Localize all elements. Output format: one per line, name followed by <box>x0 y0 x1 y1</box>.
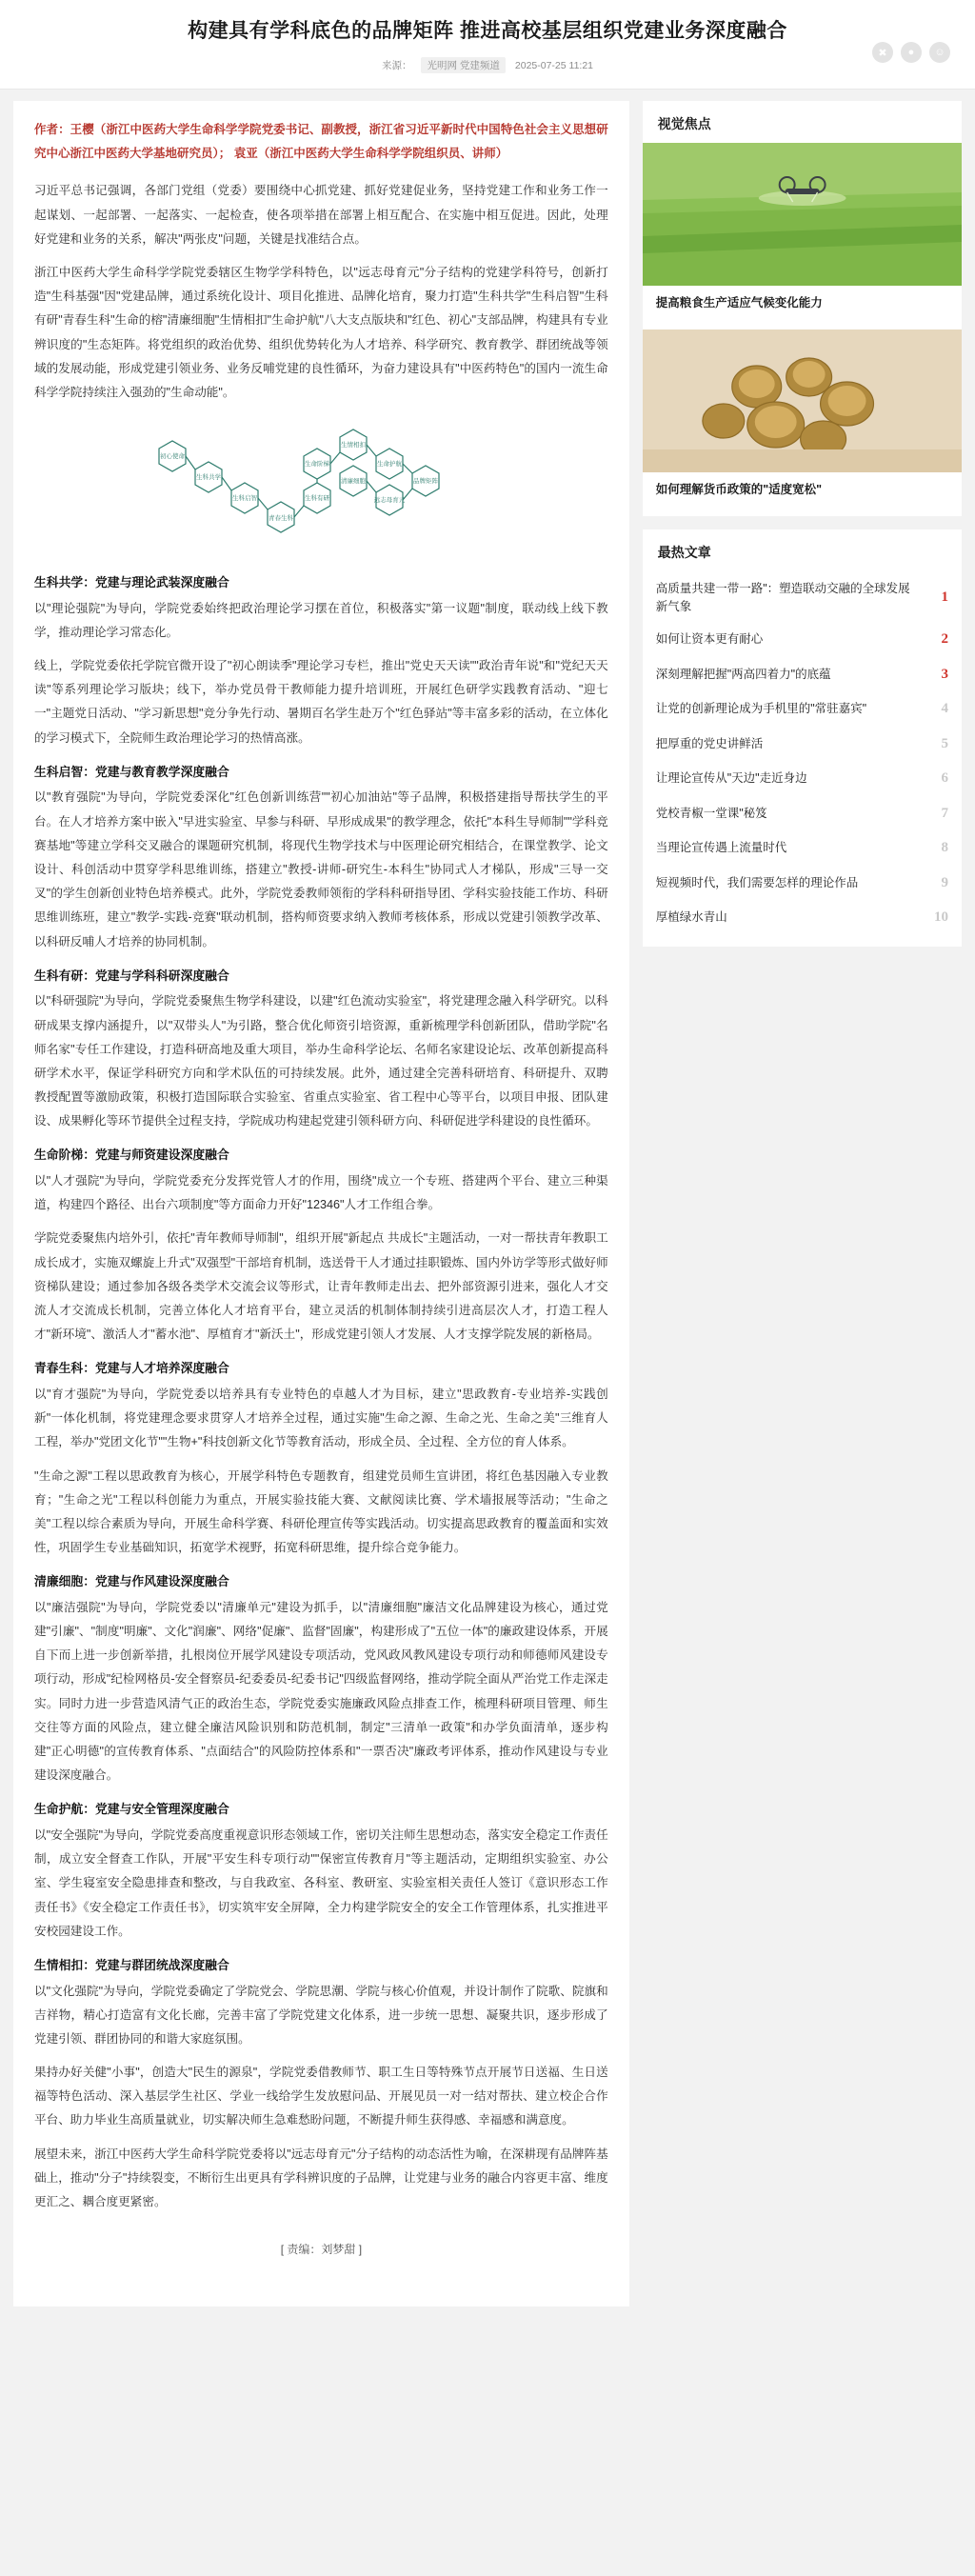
sidebar <box>643 101 962 2306</box>
article-paragraph: 习近平总书记强调，各部门党组（党委）要围绕中心抓党建、抓好党建促业务，坚持党建工作和业务工作一起谋划、一起部署、一起落实、一起检查，使各项举措在部署上相互配合、在实施中相互促进。因此，处理好党建和业务的关系，解决"两张皮"问题，关键是找准结合点。 <box>34 184 608 246</box>
figure-node-label: 初心使命 <box>160 452 186 461</box>
hot-articles-title: 最热文章 <box>657 544 711 560</box>
section-paragraph: 以"安全强院"为导向，学院党委高度重视意识形态领域工作，密切关注师生思想动态，落实安全稳定工作责任制，成立安全督查工作队，开展"平安生科专项行动""保密宣传教育月"等主题活动，定期组织实验室、办公室、学生寝室安全隐患排查和整改，与自我政室、各科室、教研室、实验室相关责任人签订《意识形态工作责任书》《安全稳定工作责任书》，切实筑牢安全屏障，全力构建学院安全的安全工作管理体系，扎实推进平安校园建设工作。 <box>34 1827 608 1938</box>
hot-article-text: 让理论宣传从"天边"走近身边 <box>655 771 807 786</box>
list-item[interactable] <box>643 900 962 935</box>
page-title: 构建具有学科底色的品牌矩阵 推进高校基层组织党建业务深度融合 <box>188 20 787 42</box>
visual-focus-title: 视觉焦点 <box>657 116 711 132</box>
section-paragraph: 以"育才强院"为导向，学院党委以培养具有专业特色的卓越人才为目标，建立"思政教育-专业培养-实践创新"一体化机制，将党建理念要求贯穿人才培养全过程，通过实施"生命之源、生命之光、生命之美"三维育人工程，举办"党团文化节""生物+"科技创新文化节等教育活动，形成全员、全过程、全方位的育人体系。 <box>34 1387 608 1449</box>
section-heading: 生科共学：党建与理论武装深度融合 <box>34 575 229 590</box>
section-paragraph: "生命之源"工程以思政教育为核心，开展学科特色专题教育，组建党员师生宣讲团，将红色基因融入专业教育；"生命之光"工程以科创能力为重点，开展实验技能大赛、文献阅读比赛、学术墙报展等活动；"生命之美"工程以综合素质为导向，开展生命科学赛、科研伦理宣传等实践活动。切实提高思政教育的覆盖面和实效性，巩固学生专业基础知识，拓宽学术视野，拓宽科研思维，提升综合竞争能力。 <box>34 1468 608 1555</box>
hot-article-rank: 7 <box>941 805 948 821</box>
article-body <box>13 101 629 2306</box>
section-paragraph: 学院党委聚焦内培外引，依托"青年教师导师制"，组织开展"新起点 共成长"主题活动，一对一帮扶青年教职工成长成才，实施双螺旋上升式"双强型"干部培育机制，选送骨干人才通过挂职锻炼、国内外访学等形式做好师资梯队建设；通过参加各级各类学术交流会议等形式，让青年教师走出去、把外部资源引进来，强化人才交流人才交流成长机制，完善立体化人才培育平台，建立灵活的机制体制持续引进高层次人才，打造工程人才"新环境"、激活人才"蓄水池"、厚植育才"新沃土"，形成党建引领人才发展、人才支撑学院发展的新格局。 <box>34 1231 608 1342</box>
section-paragraph: 以"人才强院"为导向，学院党委充分发挥党管人才的作用，围绕"成立一个专班、搭建两个平台、建立三种渠道，构建四个路径、出台六项制度"等方面命力开好"12346"人才工作组合拳。 <box>34 1174 608 1212</box>
section-paragraph: 展望未来，浙江中医药大学生命科学院党委将以"远志母育元"分子结构的动态活性为喻，在深耕现有品牌阵基础上，推动"分子"持续裂变，不断衍生出更具有学科辨识度的子品牌，让党建与业务的融合内容更丰富、维度更汇之、耦合度更紧密。 <box>34 2147 608 2208</box>
source-bar <box>27 57 948 83</box>
article-paragraph: 浙江中医药大学生命科学学院党委辖区生物学学科特色，以"远志母育元"分子结构的党建学科符号，创新打造"生科基强"因"党建品牌，通过系统化设计、项目化推进、品牌化培育，聚力打造"生科共学"生科启智"生科有研"青春生科"生命的榕"清廉细胞"生情相扣"生命护航"八大支点版块和"红色、初心"支部品牌，构建具有专业辨识度的"生态矩阵。将党组织的政治优势、组织优势转化为人才培养、科学研究、教育教学、群团统战等领域的发展动能，形成党建引领业务、业务反哺党建的良性循环，为奋力建设具有"中医药特色"的国内一流生命科学学院持续注入强劲的"生命动能"。 <box>34 266 608 399</box>
hot-article-text: 高质量共建一带一路"：塑造联动交融的全球发展新气象 <box>655 581 910 613</box>
figure-node-label: 青春生科 <box>269 514 294 523</box>
publish-timestamp: 2025-07-25 11:21 <box>514 59 594 71</box>
hot-articles-list <box>643 571 962 947</box>
list-item[interactable] <box>643 796 962 831</box>
section-paragraph: 以"廉洁强院"为导向，学院党委以"清廉单元"建设为抓手，以"清廉细胞"廉洁文化品牌建设为核心，通过党建"引廉"、"制度"明廉"、文化"润廉"、网络"促廉"、监督"固廉"，构建形成了"五位一体"的廉政建设体系，开展自下而上进一步创新举措，扎根岗位开展学风建设专项活动，党风政风教风建设专项行动和师德师风建设专项行动，形成"纪检网格员-安全督察员-纪委委员-纪委书记"四级监督网络，推动学院全面从严治党工作走深走实。同时力进一步营造风清气正的政治生态，学院党委实施廉政风险点排查工作，梳理科研项目管理、师生交往等方面的风险点，建立健全廉洁风险识别和防范机制，制定"三清单一政策"和办学负面清单，逐步构建"正心明德"的宣传教育体系、"点面结合"的风险防控体系和"一票否决"廉政考评体系，推动作风建设与专业建设深度融合。 <box>34 1600 608 1783</box>
section-paragraph: 以"科研强院"为导向，学院党委聚焦生物学科建设，以建"红色流动实验室"，将党建理念融入科学研究。以科研成果支撑内涵提升，以"双带头人"为引路，整合优化师资引培资源，重新梳理学科创新团队，借助学院"名师名家"专任工作建设，打造科研高地及重大项目，举办生命科学论坛、名师名家建设论坛、改革创新提高科研学术水平，保证学科研究方向和学术队伍的可持续发展。此外，通过建全完善科研培育、科研提升、双聘教授配置等激励政策，积极打造国际联合实验室、省重点实验室、省工程中心等平台，以项目申报、团队建设、成果孵化等环节提供全过程支持，学院成功构建起党建引领科研方向、科研促进学科建设的良性循环。 <box>34 994 608 1128</box>
section-paragraph: 果持办好关健"小事"，创造大"民生的源泉"，学院党委借教师节、职工生日等特殊节点开展节日送福、生日送福等特色活动、深入基层学生社区、学业一线给学生发放慰问品、开展见员一对一结对帮扶、建立校企合作平台、助力毕业生高质量就业，切实解决师生急难愁盼问题，不断提升师生获得感、幸福感和满意度。 <box>34 2066 608 2127</box>
section-heading: 生情相扣：党建与群团统战深度融合 <box>34 1957 229 1972</box>
section-paragraph: 以"文化强院"为导向，学院党委确定了学院党会、学院思潮、学院与核心价值观，并设计制作了院歌、院旗和吉祥物，精心打造富有文化长廊，完善丰富了学院党建文化体系，进一步统一思想、凝聚共识，逐步形成了党建引领、群团协同的和谐大家庭氛围。 <box>34 1984 608 2046</box>
list-item[interactable] <box>643 691 962 727</box>
section-paragraph: 以"教育强院"为导向，学院党委深化"红色创新训练营""初心加油站"等子品牌，积极搭建指导帮扶学生的平台。在人才培养方案中嵌入"早进实验室、早参与科研、早形成成果"的教学理念，依托"本科生导师制""学科竞赛基地"等建立学科交叉融合的课题研究机制，将现代生物学技术与中医理论研究相结合，在课堂教学、论文设计、科创活动中贯穿学科思维训练，搭建立"教授-讲师-研究生-本科生"协同式人才梯队，形成"三导一交叉"的学生创新创业特色培养模式。此外，学院党委教师领衔的学科科研指导团、学科实验技能工作坊、科研思维训练班，建立"教学-实践-竞赛"联动机制，搭构师资要求纳入教师考核体系，形成以党建引领教学改革、以科研反哺人才培养的协同机制。 <box>34 790 608 949</box>
hot-article-rank: 5 <box>941 735 948 751</box>
drone-spraying-field-photo[interactable] <box>643 143 962 286</box>
section-heading: 清廉细胞：党建与作风建设深度融合 <box>34 1574 229 1589</box>
figure-node-label: 生命阶梯 <box>305 460 330 469</box>
figure-node-label: 生科启智 <box>232 494 258 503</box>
figure-node-label: 生科共学 <box>196 473 222 482</box>
section-heading: 生命阶梯：党建与师资建设深度融合 <box>34 1148 229 1163</box>
molecule-diagram <box>34 414 608 557</box>
section-heading: 青春生科：党建与人才培养深度融合 <box>34 1361 229 1376</box>
hot-article-rank: 10 <box>934 909 948 926</box>
focus-caption: 如何理解货币政策的"适度宽松" <box>655 483 823 497</box>
hot-article-text: 把厚重的党史讲鲜活 <box>655 736 764 750</box>
section-heading: 生科启智：党建与教育教学深度融合 <box>34 764 229 779</box>
article-byline: 作者：王樱（浙江中医药大学生命科学学院党委书记、副教授，浙江省习近平新时代中国特色社会主义思想研究中心浙江中医药大学基地研究员）； 袁亚（浙江中医药大学生命科学学院组织员、讲师） <box>34 123 608 161</box>
figure-node-label: 生命护航 <box>377 460 403 469</box>
share-icon-group <box>872 42 950 63</box>
hot-article-rank: 9 <box>941 874 948 890</box>
hot-articles-card <box>643 529 962 947</box>
list-item[interactable] <box>643 573 962 623</box>
hot-article-text: 如何让资本更有耐心 <box>655 632 764 647</box>
tag-icon[interactable]: ● <box>901 42 922 63</box>
hot-article-text: 让党的创新理论成为手机里的"常驻嘉宾" <box>655 702 867 716</box>
figure-node-label: 远志母育元 <box>374 496 406 505</box>
section-paragraph: 线上，学院党委依托学院官微开设了"初心朗读季"理论学习专栏，推出"党史天天读""政治青年说"和"党纪天天读"等系列理论学习版块；线下，举办党员骨干教师能力提升培训班，开展红色研学实践教育活动、"迎七一"主题党日活动、"学习新思想"竞分争先行动、暑期百名学生赴万个"红色驿站"等丰富多彩的活动，在立体化的学习模式下，全院师生政治理论学习的热情高涨。 <box>34 659 608 745</box>
figure-node-label: 生科有研 <box>305 494 330 503</box>
section-heading: 生科有研：党建与学科科研深度融合 <box>34 968 229 983</box>
figure-node-label: 清廉细胞 <box>341 477 367 486</box>
list-item[interactable] <box>643 622 962 657</box>
list-item[interactable] <box>643 866 962 901</box>
focus-item[interactable] <box>643 143 962 329</box>
source-name: 光明网 党建频道 <box>421 57 505 73</box>
hot-article-rank: 1 <box>941 589 948 606</box>
hot-article-text: 深刻理解把握"两高四着力"的底蕴 <box>655 667 831 681</box>
figure-node-label: 品牌矩阵 <box>413 477 439 486</box>
list-item[interactable] <box>643 761 962 796</box>
figure-node-label: 生情相扣 <box>341 441 367 449</box>
visual-focus-card <box>643 101 962 516</box>
section-heading: 生命护航：党建与安全管理深度融合 <box>34 1802 229 1817</box>
close-icon[interactable]: ✖ <box>872 42 893 63</box>
focus-caption: 提高粮食生产适应气候变化能力 <box>655 296 823 310</box>
coins-on-paper-photo[interactable] <box>643 329 962 472</box>
hot-article-text: 党校青椒一堂课"秘笈 <box>655 806 767 820</box>
hot-article-text: 短视频时代，我们需要怎样的理论作品 <box>655 875 859 889</box>
hexagon-network-icon <box>121 414 521 557</box>
hot-article-rank: 8 <box>941 840 948 856</box>
page-header <box>0 0 975 89</box>
list-item[interactable] <box>643 657 962 692</box>
source-label: 来源： <box>381 60 412 72</box>
section-paragraph: 以"理论强院"为导向，学院党委始终把政治理论学习摆在首位，积极落实"第一议题"制度，联动线上线下教学，推动理论学习常态化。 <box>34 601 608 639</box>
list-item[interactable] <box>643 830 962 866</box>
emoji-icon[interactable]: ☺ <box>929 42 950 63</box>
hot-article-rank: 6 <box>941 770 948 787</box>
hot-article-rank: 2 <box>941 631 948 648</box>
hot-article-text: 当理论宣传遇上流量时代 <box>655 841 787 855</box>
editor-credit: [ 责编：刘梦甜 ] <box>280 2243 363 2257</box>
hot-article-rank: 3 <box>941 666 948 682</box>
list-item[interactable] <box>643 727 962 762</box>
focus-item[interactable] <box>643 329 962 516</box>
hot-article-text: 厚植绿水青山 <box>655 910 727 925</box>
hot-article-rank: 4 <box>941 701 948 717</box>
content-area <box>0 90 975 2306</box>
